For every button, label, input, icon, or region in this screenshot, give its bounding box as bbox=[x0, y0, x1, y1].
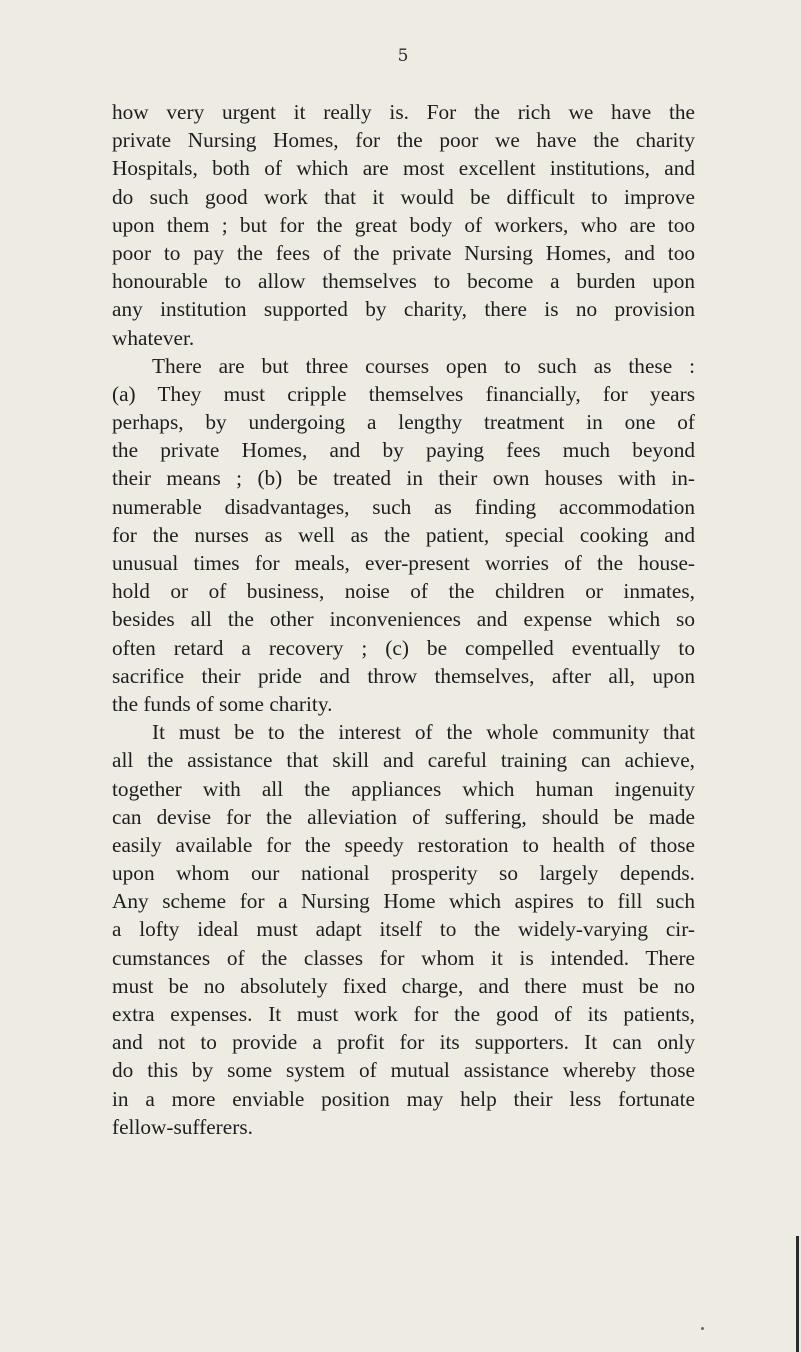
text-line: can devise for the alleviation of suffering, should be made bbox=[112, 804, 695, 829]
text-line: how very urgent it really is. For the rich we have the bbox=[112, 100, 695, 124]
text-line: (a) They must cripple themselves financially, for years bbox=[112, 381, 695, 406]
text-line: extra expenses. It must work for the good of its patients, bbox=[112, 1002, 695, 1026]
paragraph-end-line: whatever. bbox=[112, 325, 195, 350]
text-line: their means ; (b) be treated in their own houses with in- bbox=[112, 466, 695, 491]
text-line: unusual times for meals, ever-present worries of the house- bbox=[112, 551, 695, 575]
text-line: Hospitals, both of which are most excellent institutions, and bbox=[112, 156, 695, 181]
page-number: 5 bbox=[397, 46, 409, 66]
text-line: hold or of business, noise of the children or inmates, bbox=[112, 579, 695, 604]
text-line: all the assistance that skill and careful training can achieve, bbox=[112, 748, 695, 773]
text-line: perhaps, by undergoing a lengthy treatment in one of bbox=[112, 410, 695, 435]
text-line: poor to pay the fees of the private Nursing Homes, and too bbox=[112, 240, 695, 265]
paragraph-start-line: There are but three courses open to such as these : bbox=[152, 353, 695, 378]
paragraph-start-line: It must be to the interest of the whole community that bbox=[152, 720, 695, 745]
body-text bbox=[112, 98, 695, 1141]
text-line: a lofty ideal must adapt itself to the widely-varying cir- bbox=[112, 917, 695, 942]
paragraph-end-line: fellow-sufferers. bbox=[112, 1114, 253, 1139]
text-line: numerable disadvantages, such as finding accommodation bbox=[112, 494, 695, 519]
text-line: do this by some system of mutual assistance whereby those bbox=[112, 1058, 695, 1083]
text-line: besides all the other inconveniences and expense which so bbox=[112, 607, 695, 632]
scan-speck bbox=[701, 1327, 704, 1330]
text-line: upon them ; but for the great body of workers, who are too bbox=[112, 212, 695, 237]
text-line: sacrifice their pride and throw themselves, after all, upon bbox=[112, 663, 695, 688]
text-line: and not to provide a profit for its supporters. It can only bbox=[112, 1030, 695, 1055]
paragraph-end-line: the funds of some charity. bbox=[112, 691, 333, 716]
text-line: Any scheme for a Nursing Home which aspires to fill such bbox=[112, 889, 695, 914]
text-line: often retard a recovery ; (c) be compelled eventually to bbox=[112, 635, 695, 660]
text-line: easily available for the speedy restoration to health of those bbox=[112, 832, 695, 857]
text-line: any institution supported by charity, there is no provision bbox=[112, 297, 695, 322]
text-line: upon whom our national prosperity so largely depends. bbox=[112, 861, 695, 886]
text-line: together with all the appliances which human ingenuity bbox=[112, 776, 695, 801]
text-line: must be no absolutely fixed charge, and there must be no bbox=[112, 973, 695, 998]
text-line: do such good work that it would be difficult to improve bbox=[112, 184, 695, 209]
text-line: honourable to allow themselves to become a burden upon bbox=[112, 269, 695, 294]
text-line: cumstances of the classes for whom it is intended. There bbox=[112, 945, 695, 970]
text-line: in a more enviable position may help their less fortunate bbox=[112, 1086, 695, 1111]
text-line: for the nurses as well as the patient, special cooking and bbox=[112, 522, 695, 547]
text-line: private Nursing Homes, for the poor we have the charity bbox=[112, 128, 695, 153]
scan-edge-mark bbox=[796, 1236, 799, 1352]
text-line: the private Homes, and by paying fees much beyond bbox=[112, 438, 695, 463]
